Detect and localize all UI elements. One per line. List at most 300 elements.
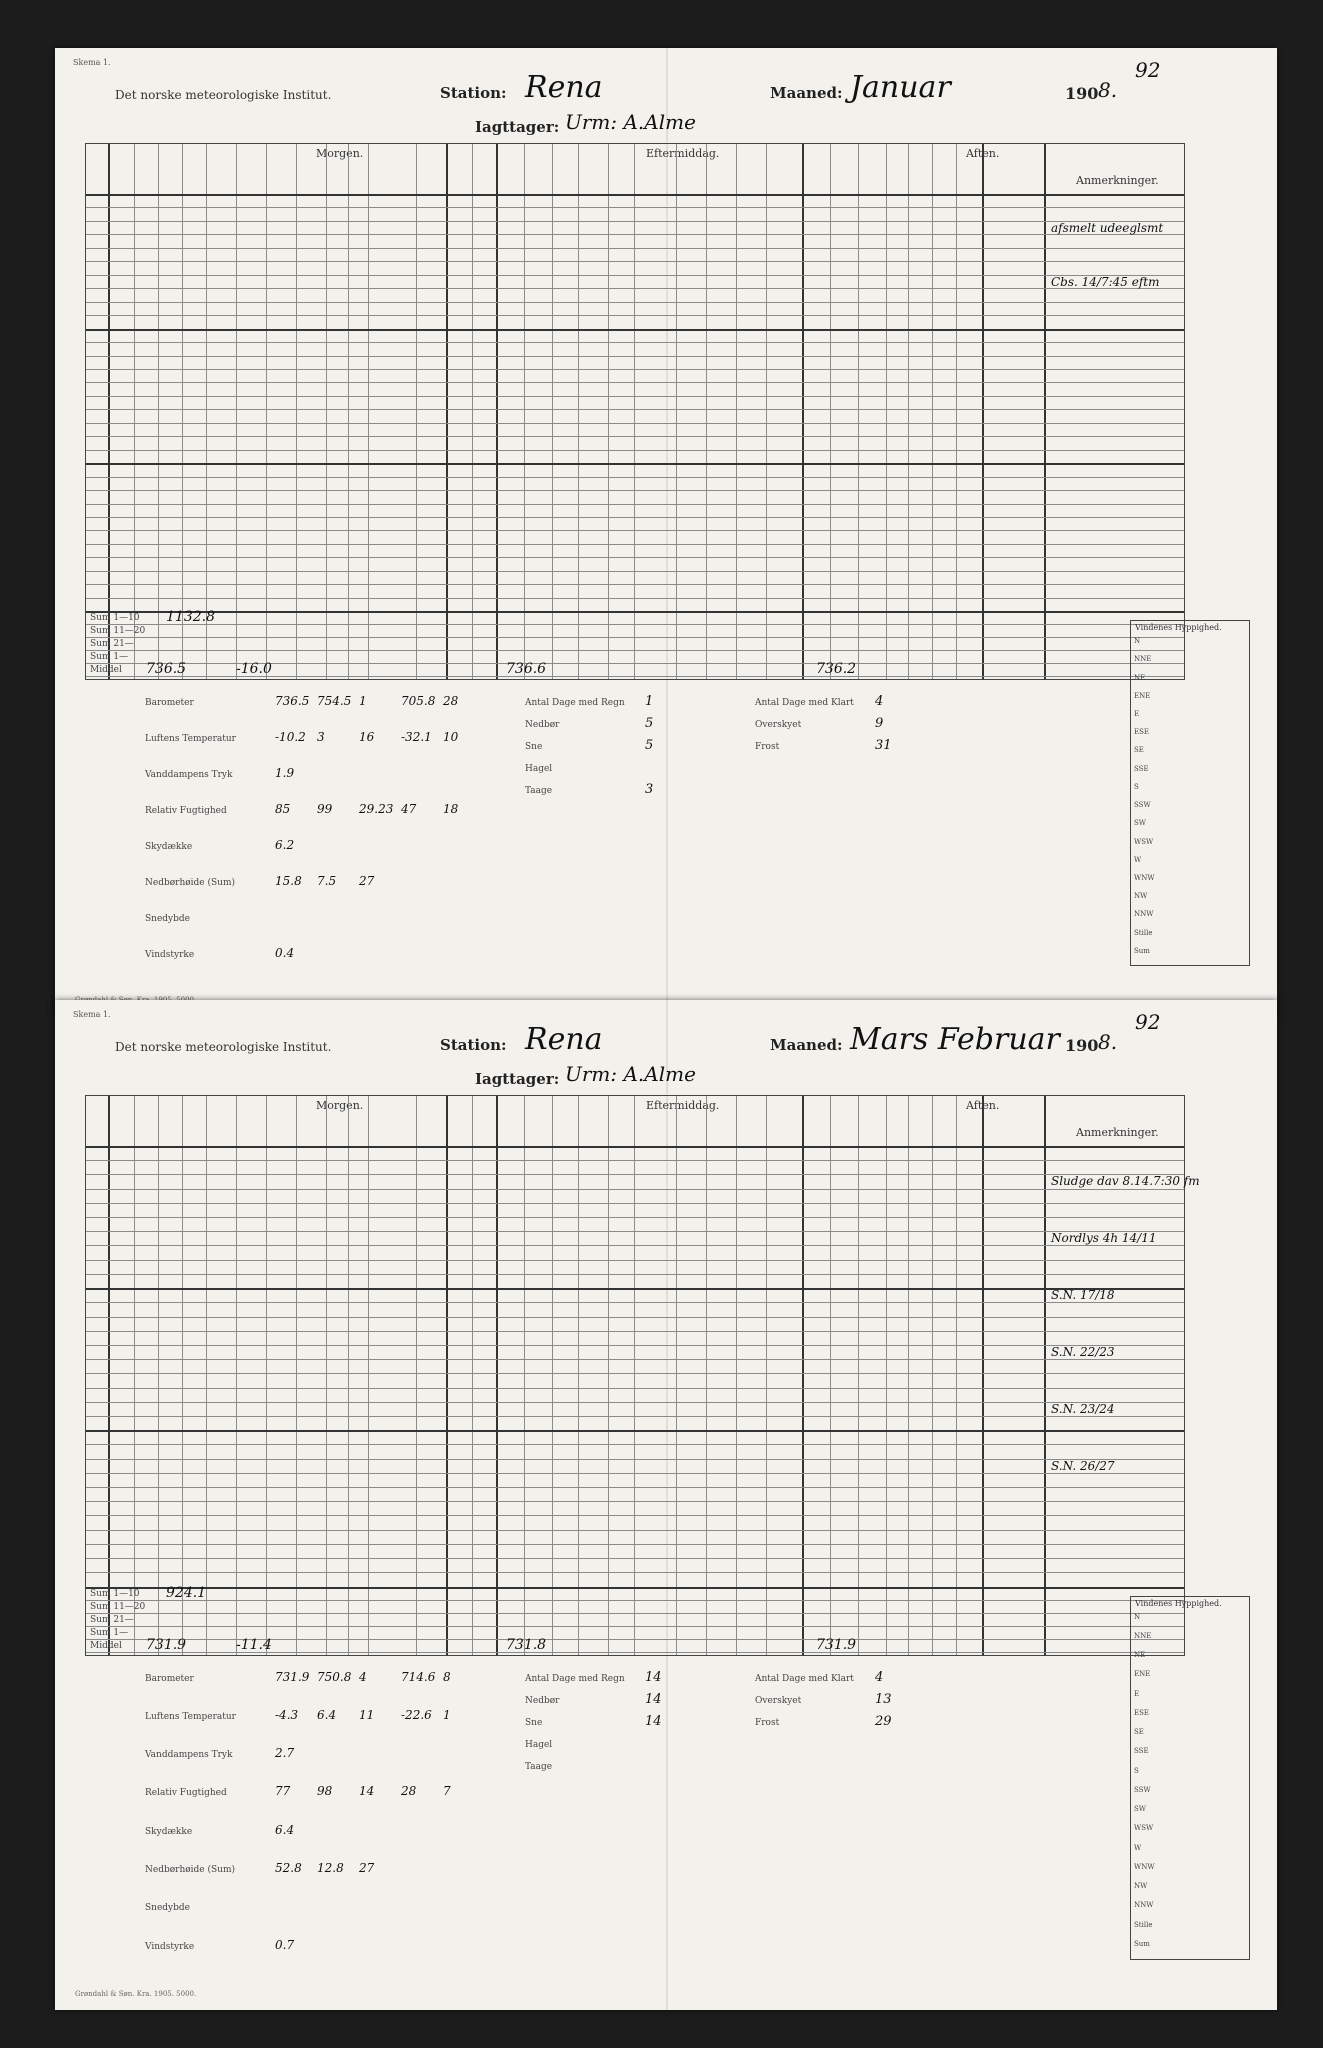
wind-direction-label: SE [1134,1728,1144,1737]
table-row-line [86,1217,1184,1218]
table-row-line [86,450,1184,451]
remark-entry: S.N. 17/18 [1051,1288,1115,1303]
summary-item-middel: 52.8 [275,1861,302,1876]
section-afternoon: Eftermiddag. [646,147,720,160]
days-with-value: 5 [645,738,654,754]
wind-direction-label: SSW [1134,1785,1151,1794]
table-row-line [86,1587,1184,1589]
sum-label: Middel [90,665,122,676]
summary-item-middel: 0.4 [275,946,295,961]
sum-label: Sum 21— [90,1614,134,1625]
table-row-line [86,1203,1184,1204]
wind-direction-label: WSW [1134,837,1154,846]
sum-label: Sum 21— [90,639,134,650]
table-row-line [86,1416,1184,1417]
table-column-line [1044,144,1046,679]
table-row-line [86,1373,1184,1374]
table-column-line [982,144,984,679]
wind-direction-label: S [1134,782,1139,791]
printer-footer: Grøndahl & Søn. Kra. 1905. 5000. [75,1990,197,1998]
header-divider [86,194,1184,196]
wind-direction-label: E [1134,1689,1140,1698]
sum-label: Sum 1— [90,652,129,663]
summary-item-day2: 1 [443,1707,451,1722]
year-suffix: 8. [1098,1030,1118,1054]
summary-item-label: Relativ Fugtighed [145,1788,227,1799]
observer-label: Iagttager: [475,118,560,136]
summary-item-middel: -10.2 [275,730,306,745]
table-row-line [86,1544,1184,1545]
table-column-line [326,144,327,679]
summary-item-high: 7.5 [317,874,337,889]
table-row-line [86,530,1184,531]
summary-item-low: 714.6 [401,1669,436,1684]
days-with-value: 5 [645,716,654,732]
table-column-line [634,1096,635,1655]
table-column-line [956,144,957,679]
sum-row-line [86,1626,1184,1627]
days-with-label: Antal Dage med Klart [755,698,854,709]
table-row-line [86,1331,1184,1332]
days-with-value: 31 [875,738,892,754]
wind-direction-label: NE [1134,1651,1146,1660]
summary-item-label: Vindstyrke [145,1941,195,1952]
observer-value: Urm: A.Alme [565,1062,696,1086]
table-column-line [472,144,473,679]
table-column-line [496,144,498,679]
month-value: Mars Februar [850,1022,1060,1057]
days-with-value: 14 [645,1669,662,1685]
table-row-line [86,544,1184,545]
table-row-line [86,463,1184,465]
summary-item-middel: 6.2 [275,838,295,853]
summary-item-label: Barometer [145,698,194,709]
section-evening: Aften. [966,1099,1000,1112]
table-row-line [86,1231,1184,1232]
table-row-line [86,288,1184,289]
sum-barometer: 924.1 [166,1584,207,1601]
table-row-line [86,477,1184,478]
table-row-line [86,517,1184,518]
table-column-line [932,144,933,679]
days-with-value: 4 [875,694,884,710]
table-row-line [86,1260,1184,1261]
table-column-line [830,144,831,679]
table-row-line [86,1388,1184,1389]
table-row-line [86,409,1184,410]
margin-note: 92 [1135,1010,1161,1034]
table-column-line [266,1096,267,1655]
table-column-line [552,144,553,679]
table-row-line [86,1558,1184,1559]
institute-name: Det norske meteorologiske Institut. [115,1040,332,1054]
table-row-line [86,1189,1184,1190]
table-column-line [830,1096,831,1655]
wind-direction-label: SW [1134,1805,1146,1814]
mean-barometer-evening: 736.2 [816,661,857,678]
table-column-line [676,1096,677,1655]
table-row-line [86,1402,1184,1403]
table-column-line [446,1096,448,1655]
summary-item-day2: 10 [443,730,459,745]
sum-label: Middel [90,1640,122,1651]
section-morning: Morgen. [316,147,364,160]
table-row-line [86,1473,1184,1474]
summary-item-middel: 85 [275,802,291,817]
table-column-line [326,1096,327,1655]
wind-direction-label: Stille [1134,1920,1153,1929]
summary-item-day: 14 [359,1784,375,1799]
remarks-header: Anmerkninger. [1076,1126,1159,1139]
table-row-line [86,1530,1184,1531]
table-column-line [108,1096,110,1655]
month-value: Januar [850,70,951,105]
table-column-line [706,144,707,679]
table-row-line [86,1245,1184,1246]
sum-barometer: 1132.8 [166,609,215,626]
sum-row-line [86,1613,1184,1614]
mean-barometer-evening: 731.9 [816,1636,857,1653]
mean-temp: -16.0 [236,661,272,678]
days-with-label: Taage [525,1761,553,1772]
summary-item-middel: 77 [275,1784,291,1799]
days-with-label: Frost [755,1717,780,1728]
summary-item-day: 11 [359,1707,375,1722]
wind-direction-label: WNW [1134,1862,1155,1871]
mean-barometer-morning: 736.5 [146,661,187,678]
table-column-line [578,144,579,679]
table-column-line [368,144,369,679]
form-number: Skema 1. [73,1010,111,1019]
table-column-line [982,1096,984,1655]
table-row-line [86,221,1184,222]
remark-entry: S.N. 26/27 [1051,1458,1115,1473]
summary-item-middel: 1.9 [275,766,295,781]
table-row-line [86,356,1184,357]
monthly-summary [145,1669,485,1980]
table-row-line [86,1359,1184,1360]
summary-item-low: 705.8 [401,694,436,709]
table-row-line [86,1572,1184,1573]
wind-direction-label: N [1134,1612,1141,1621]
summary-item-day: 27 [359,1861,375,1876]
wind-direction-label: ENE [1134,691,1151,700]
wind-direction-label: ESE [1134,1708,1150,1717]
table-column-line [736,1096,737,1655]
table-row-line [86,423,1184,424]
table-row-line [86,1274,1184,1275]
summary-item-high: 6.4 [317,1707,337,1722]
year-suffix: 8. [1098,78,1118,102]
wind-direction-label: SSE [1134,1747,1149,1756]
table-column-line [446,144,448,679]
table-column-line [524,144,525,679]
table-column-line [766,1096,767,1655]
table-row-line [86,329,1184,331]
summary-item-label: Skydække [145,1826,193,1837]
wind-direction-label: W [1134,855,1142,864]
days-with-value: 4 [875,1669,884,1685]
table-row-line [86,1487,1184,1488]
summary-item-middel: 0.7 [275,1937,295,1952]
wind-direction-label: S [1134,1766,1139,1775]
station-value: Rena [525,70,603,105]
table-column-line [802,1096,804,1655]
wind-direction-label: Sum [1134,946,1150,955]
wind-direction-label: NW [1134,1882,1148,1890]
wind-direction-label: N [1134,637,1141,646]
table-column-line [348,144,349,679]
table-column-line [766,144,767,679]
table-column-line [908,144,909,679]
days-with-label: Hagel [525,764,553,775]
table-column-line [368,1096,369,1655]
summary-item-high: 754.5 [317,694,352,709]
table-column-line [1044,1096,1046,1655]
summary-item-day2: 8 [443,1669,451,1684]
summary-item-day: 16 [359,730,375,745]
table-column-line [932,1096,933,1655]
table-column-line [908,1096,909,1655]
wind-frequency-title: Vindenes Hyppighed. [1135,1598,1222,1608]
table-column-line [676,144,677,679]
table-row-line [86,1174,1184,1175]
wind-direction-label: NNE [1134,1631,1152,1640]
wind-direction-label: SW [1134,819,1146,828]
table-row-line [86,1501,1184,1502]
station-label: Station: [440,84,507,102]
summary-item-high: 98 [317,1784,333,1799]
table-column-line [736,144,737,679]
summary-item-day: 27 [359,874,375,889]
observation-table [85,143,1185,680]
table-column-line [608,144,609,679]
summary-item-middel: 736.5 [275,694,310,709]
summary-item-label: Vindstyrke [145,950,195,961]
wind-direction-label: E [1134,710,1140,719]
table-row-line [86,234,1184,235]
days-with-label: Nedbør [525,720,560,731]
table-row-line [86,611,1184,613]
table-column-line [296,1096,297,1655]
form-number: Skema 1. [73,58,111,67]
table-row-line [86,1317,1184,1318]
table-column-line [348,1096,349,1655]
table-column-line [858,1096,859,1655]
sum-label: Sum 11—20 [90,1601,146,1612]
summary-item-high: 99 [317,802,333,817]
days-with-value: 9 [875,716,884,732]
mean-temp: -11.4 [236,1636,272,1653]
table-row-line [86,1302,1184,1303]
observation-sheet-february [55,1000,1277,2010]
wind-direction-label: SSE [1134,764,1149,773]
table-row-line [86,571,1184,572]
table-row-line [86,490,1184,491]
summary-item-label: Nedbørhøide (Sum) [145,878,236,889]
table-column-line [108,144,110,679]
table-column-line [886,1096,887,1655]
summary-item-day: 29.23 [359,802,394,817]
station-label: Station: [440,1036,507,1054]
table-column-line [134,1096,135,1655]
table-column-line [802,144,804,679]
table-column-line [608,1096,609,1655]
table-column-line [236,144,237,679]
sum-label: Sum 1—10 [90,1588,140,1599]
table-row-line [86,302,1184,303]
table-row-line [86,584,1184,585]
summary-item-middel: 15.8 [275,874,302,889]
table-column-line [496,1096,498,1655]
days-with-label: Nedbør [525,1695,560,1706]
days-with-value: 3 [645,782,654,798]
summary-item-low: -22.6 [401,1707,432,1722]
wind-direction-label: Sum [1134,1939,1150,1948]
remark-entry: Sludge dav 8.14.7:30 fm [1051,1174,1200,1189]
days-with-label: Taage [525,786,553,797]
days-with-value: 29 [875,1713,892,1729]
table-column-line [578,1096,579,1655]
days-with-label: Overskyet [755,1695,802,1706]
section-morning: Morgen. [316,1099,364,1112]
sum-label: Sum 1— [90,1627,129,1638]
table-row-line [86,396,1184,397]
table-row-line [86,504,1184,505]
table-row-line [86,1459,1184,1460]
table-row-line [86,369,1184,370]
table-column-line [296,144,297,679]
table-row-line [86,382,1184,383]
table-column-line [206,1096,207,1655]
days-with-label: Antal Dage med Regn [525,698,625,709]
days-with-label: Antal Dage med Regn [525,1673,625,1684]
observer-label: Iagttager: [475,1070,560,1088]
days-with-label: Sne [525,742,543,753]
wind-direction-label: NW [1134,892,1148,901]
table-column-line [236,1096,237,1655]
table-row-line [86,342,1184,343]
table-column-line [206,144,207,679]
remark-entry: Nordlys 4h 14/11 [1051,1231,1157,1246]
table-row-line [86,1288,1184,1290]
wind-direction-label: NNE [1134,655,1152,664]
table-row-line [86,315,1184,316]
table-row-line [86,1444,1184,1445]
wind-direction-label: WSW [1134,1824,1154,1833]
observation-sheet-january [55,48,1277,1016]
table-row-line [86,436,1184,437]
table-column-line [552,1096,553,1655]
summary-item-middel: 2.7 [275,1746,295,1761]
table-row-line [86,275,1184,276]
mean-barometer-afternoon: 736.6 [506,661,547,678]
month-label: Maaned: [770,84,843,102]
observer-value: Urm: A.Alme [565,110,696,134]
days-with-value: 14 [645,1713,662,1729]
summary-item-label: Relativ Fugtighed [145,806,227,817]
table-column-line [956,1096,957,1655]
wind-frequency-table [1130,620,1250,966]
table-column-line [886,144,887,679]
section-evening: Aften. [966,147,1000,160]
summary-item-day2: 18 [443,802,459,817]
table-column-line [634,144,635,679]
summary-item-label: Vanddampens Tryk [145,770,233,781]
remarks-header: Anmerkninger. [1076,174,1159,187]
days-with-label: Antal Dage med Klart [755,1673,854,1684]
table-row-line [86,207,1184,208]
summary-item-high: 750.8 [317,1669,352,1684]
wind-direction-label: ESE [1134,728,1150,737]
wind-direction-label: SSW [1134,801,1151,810]
days-with-value: 14 [645,1691,662,1707]
table-column-line [472,1096,473,1655]
days-with-label: Sne [525,1717,543,1728]
remark-entry: S.N. 22/23 [1051,1344,1115,1359]
table-column-line [134,144,135,679]
table-row-line [86,248,1184,249]
wind-direction-label: NNW [1134,910,1154,919]
days-with-label: Overskyet [755,720,802,731]
summary-item-label: Luftens Temperatur [145,734,236,745]
summary-item-label: Snedybde [145,914,190,925]
table-column-line [182,1096,183,1655]
days-with-label: Frost [755,742,780,753]
remark-entry: S.N. 23/24 [1051,1401,1115,1416]
station-value: Rena [525,1022,603,1057]
wind-direction-label: ENE [1134,1670,1151,1679]
wind-direction-label: NNW [1134,1901,1154,1910]
institute-name: Det norske meteorologiske Institut. [115,88,332,102]
observation-table [85,1095,1200,1656]
wind-direction-label: Stille [1134,928,1153,937]
summary-item-day: 1 [359,694,367,709]
monthly-summary [145,694,485,986]
wind-frequency-table [1130,1596,1250,1960]
table-column-line [706,1096,707,1655]
table-row-line [86,598,1184,599]
summary-item-low: 28 [401,1784,417,1799]
summary-item-label: Snedybde [145,1903,190,1914]
wind-direction-label: NE [1134,673,1146,682]
mean-barometer-afternoon: 731.8 [506,1636,547,1653]
days-with-counts [525,1669,985,1980]
summary-item-day2: 28 [443,694,459,709]
margin-note: 92 [1135,58,1161,82]
summary-item-low: -32.1 [401,730,432,745]
table-column-line [524,1096,525,1655]
summary-item-label: Luftens Temperatur [145,1711,236,1722]
wind-direction-label: WNW [1134,873,1155,882]
wind-direction-label: W [1134,1843,1142,1852]
table-row-line [86,1160,1184,1161]
summary-item-label: Nedbørhøide (Sum) [145,1865,236,1876]
summary-item-day: 4 [359,1669,367,1684]
year-prefix: 190 [1065,1036,1099,1055]
summary-item-label: Vanddampens Tryk [145,1750,233,1761]
days-with-value: 13 [875,1691,892,1707]
days-with-label: Hagel [525,1739,553,1750]
sum-row-line [86,650,1184,651]
summary-item-middel: -4.3 [275,1707,299,1722]
summary-item-label: Barometer [145,1673,194,1684]
table-column-line [182,144,183,679]
days-with-value: 1 [645,694,654,710]
sum-row-line [86,624,1184,625]
summary-item-label: Skydække [145,842,193,853]
summary-item-high: 12.8 [317,1861,344,1876]
